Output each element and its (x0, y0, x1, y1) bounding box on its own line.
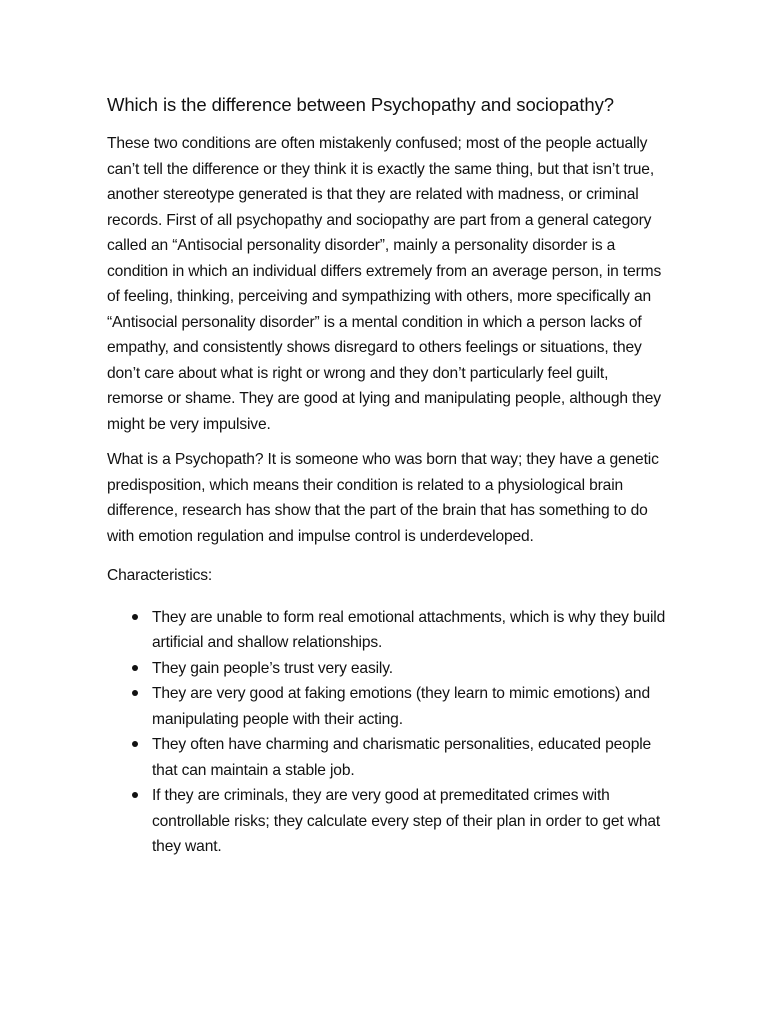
list-item (107, 783, 667, 860)
list-item-text: They often have charming and charismatic personalities, educated people that can maintain a stable job. (152, 736, 652, 779)
document-body (107, 92, 667, 860)
list-item (107, 605, 667, 656)
list-item (107, 656, 667, 682)
intro-paragraph: These two conditions are often mistakenly confused; most of the people actually can’t tell the difference or they think it is exactly the same thing, but that isn’t true, another stereotype generated is that they are related with madness, or criminal records. First of all psychopathy and sociopathy are part from a general category called an “Antisocial personality disorder”, mainly a personality disorder is a condition in which an individual differs extremely from an average person, in terms of feeling, thinking, perceiving and sympathizing with others, more specifically an “Antisocial personality disorder” is a mental condition in which a person lacks of empathy, and consistently shows disregard to others feelings or situations, they don’t care about what is right or wrong and they don’t particularly feel guilt, remorse or shame. They are good at lying and manipulating people, although they might be very impulsive. (107, 135, 662, 433)
document-title: Which is the difference between Psychopathy and sociopathy? (107, 94, 614, 115)
list-item-text: They are unable to form real emotional attachments, which is why they build artificial and shallow relationships. (152, 608, 666, 651)
bullet-icon (132, 741, 138, 747)
list-item (107, 732, 667, 783)
characteristics-heading: Characteristics: (107, 567, 213, 584)
list-item-text: They are very good at faking emotions (they learn to mimic emotions) and manipulating people with their acting. (152, 685, 650, 728)
bullet-icon (132, 690, 138, 696)
list-item-text: If they are criminals, they are very good at premeditated crimes with controllable risks; they calculate every step of their plan in order to get what they want. (152, 787, 661, 855)
characteristics-list (107, 605, 667, 860)
bullet-icon (132, 614, 138, 620)
bullet-icon (132, 792, 138, 798)
list-item-text: They gain people’s trust very easily. (152, 659, 393, 677)
list-item (107, 681, 667, 732)
psychopath-definition-paragraph: What is a Psychopath? It is someone who was born that way; they have a genetic predisposition, which means their condition is related to a physiological brain difference, research has show that the part of the brain that has something to do with emotion regulation and impulse control is underdeveloped. (107, 451, 659, 545)
bullet-icon (132, 665, 138, 671)
